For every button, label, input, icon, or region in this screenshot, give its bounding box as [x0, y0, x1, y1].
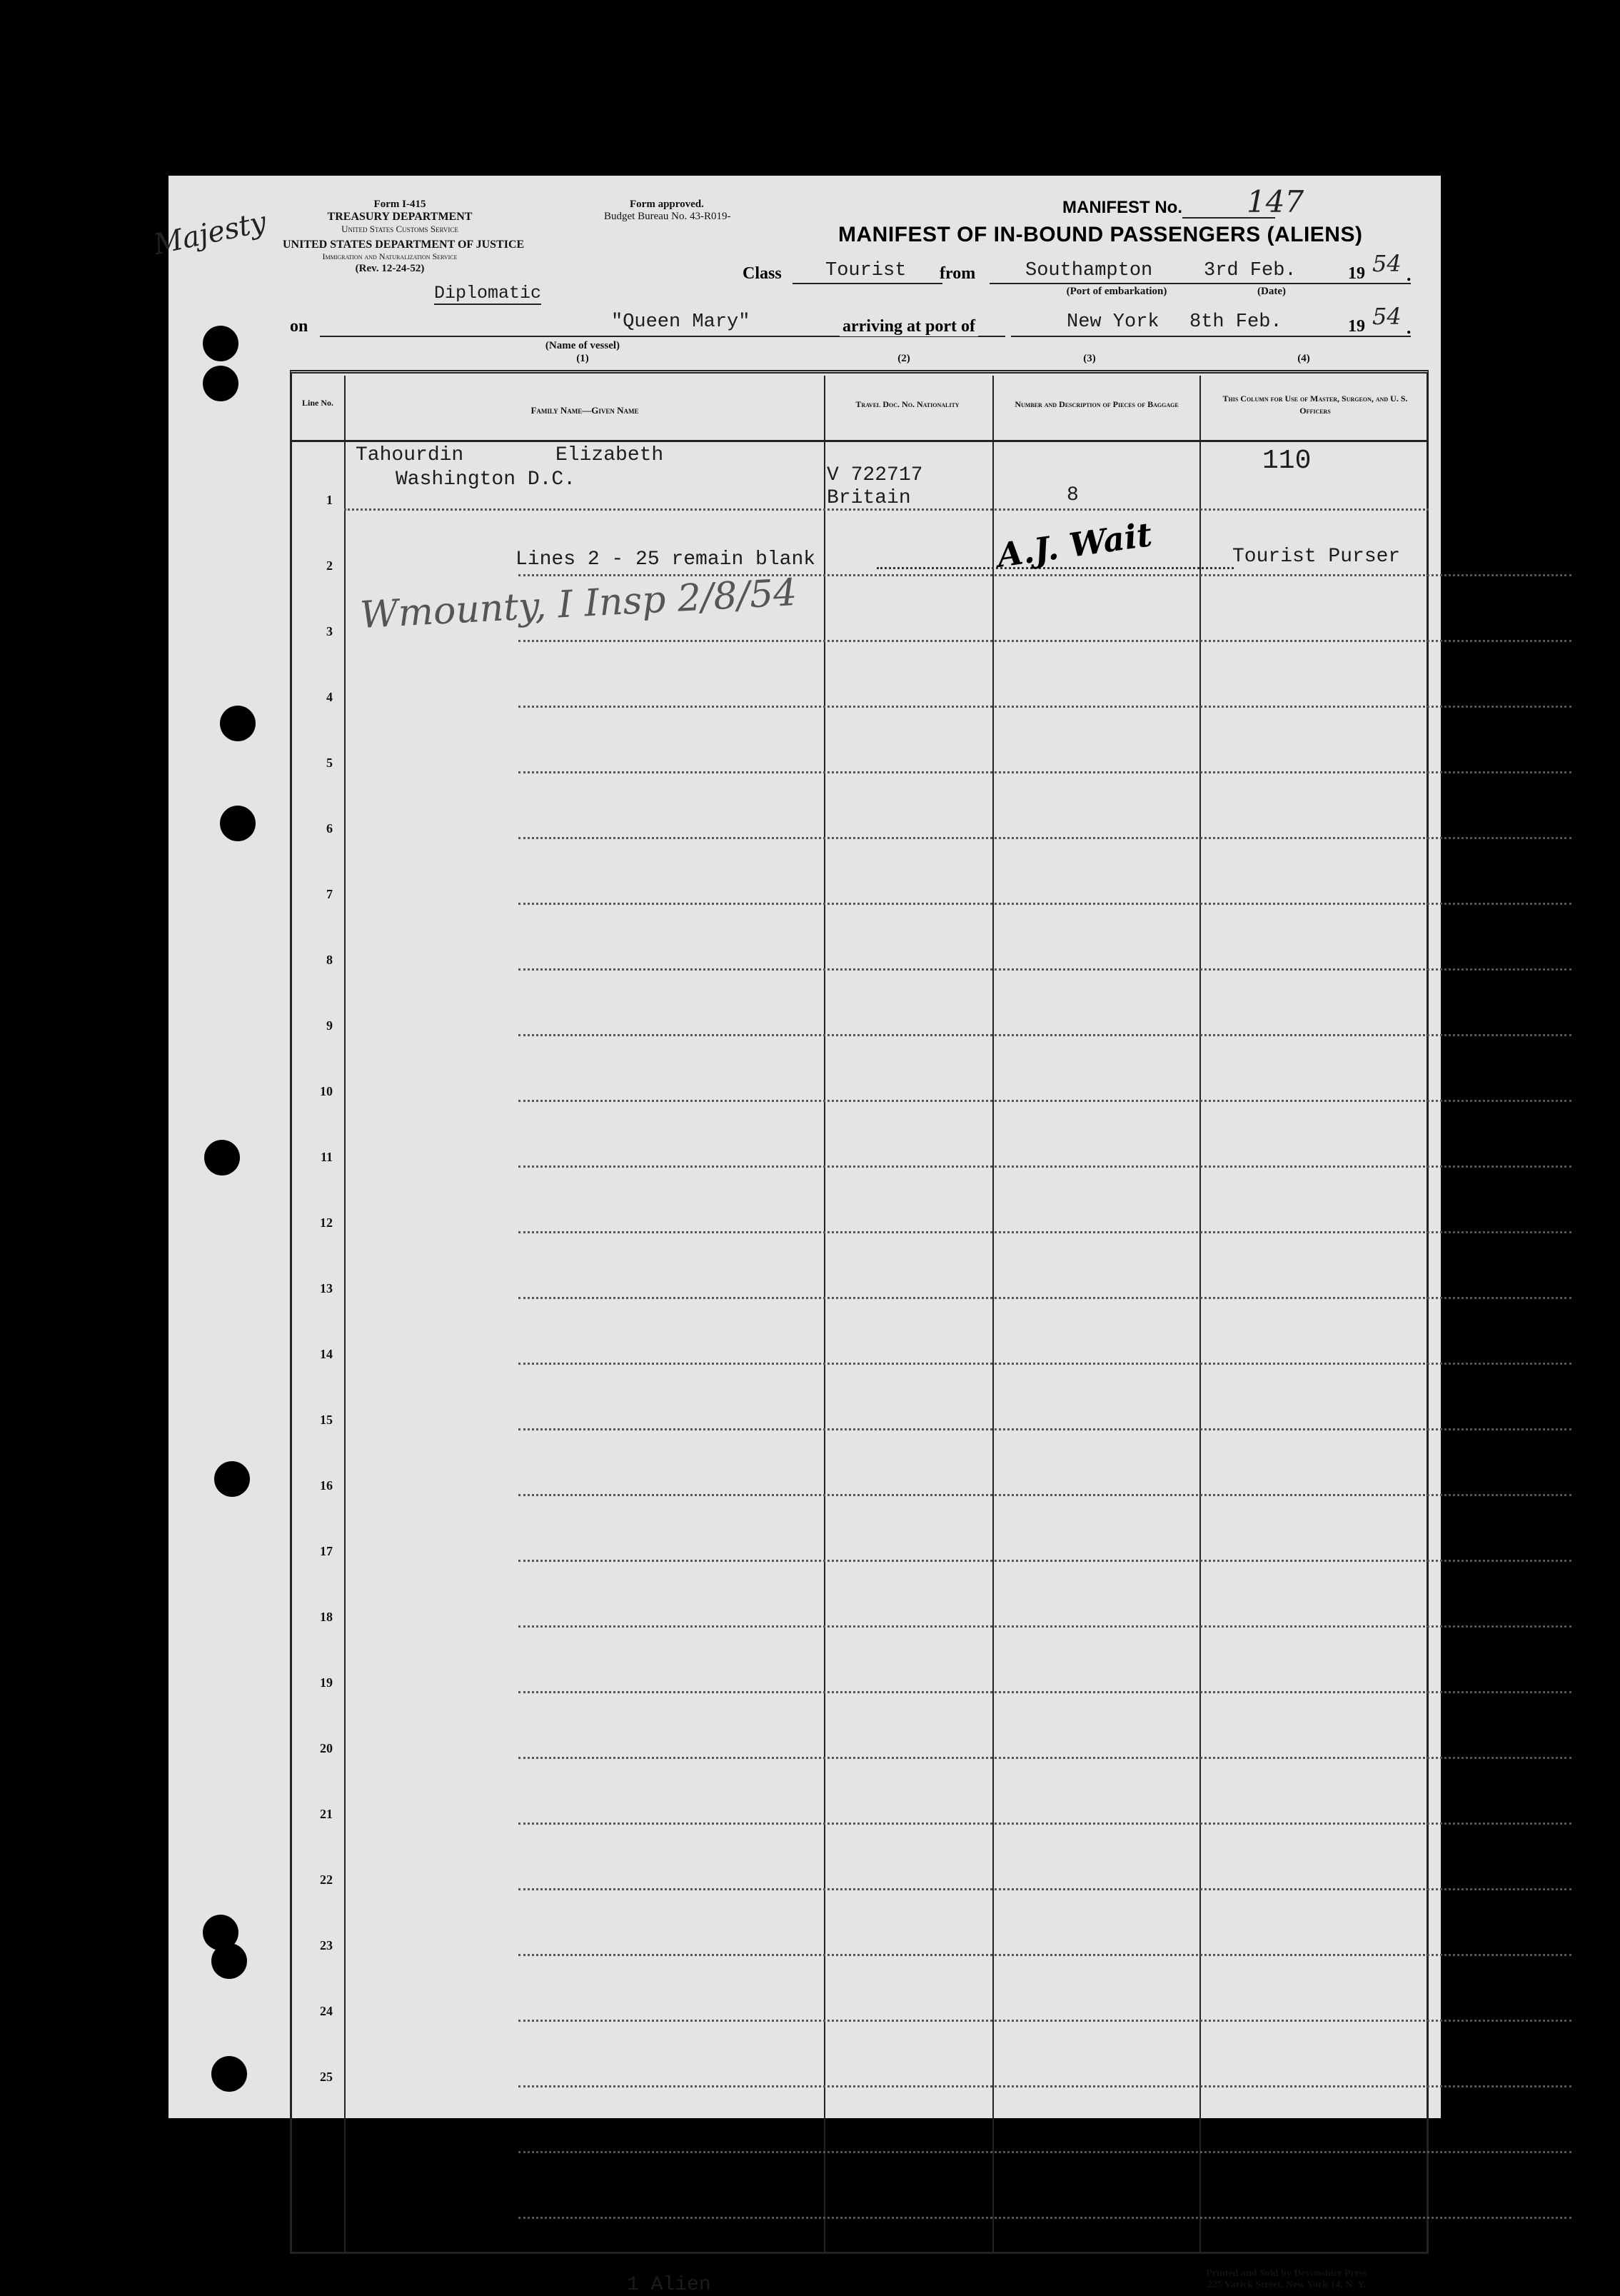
line-number: 1	[326, 493, 333, 507]
line-number: 22	[320, 1873, 333, 1887]
line-number: 25	[320, 2070, 333, 2084]
line-number: 9	[326, 1018, 333, 1033]
punch-hole	[203, 326, 238, 361]
date-caption: (Date)	[1257, 286, 1286, 297]
punch-hole	[203, 366, 238, 401]
line-number: 5	[326, 756, 333, 770]
form-number: Form I-415	[373, 199, 426, 210]
arrival-year: 54	[1372, 303, 1402, 330]
line-number: 15	[320, 1413, 333, 1427]
justice-block	[283, 239, 525, 275]
port-caption: (Port of embarkation)	[1066, 286, 1167, 297]
immigration-label: Immigration and Naturalization Service	[322, 251, 458, 261]
arriving-label: arriving at port of	[840, 317, 978, 336]
line-number: 6	[326, 821, 333, 836]
port-of-embarkation: Southampton	[1025, 260, 1153, 281]
arrival-port: New York	[1067, 311, 1159, 333]
diplomatic-label: Diplomatic	[434, 283, 542, 304]
approval-block	[604, 199, 797, 223]
arrival-date: 8th Feb.	[1189, 311, 1282, 333]
col-2-marker: (2)	[897, 353, 910, 364]
line-number: 4	[326, 690, 333, 704]
nationality: Britain	[827, 487, 911, 509]
treasury-label: TREASURY DEPARTMENT	[327, 211, 473, 223]
line-number: 12	[320, 1215, 333, 1230]
manifest-no-value: 147	[1247, 184, 1304, 219]
line-number: 11	[320, 1150, 333, 1164]
passenger-given-name: Elizabeth	[555, 444, 664, 466]
tourist-purser: Tourist Purser	[1232, 546, 1401, 568]
punch-hole	[220, 806, 256, 841]
officer-number: 110	[1262, 446, 1312, 476]
printer-line-2: 225 Varick Street, New York 14, N. Y.	[1207, 2280, 1367, 2290]
manifest-title: MANIFEST OF IN-BOUND PASSENGERS (ALIENS)	[838, 223, 1363, 246]
corner-note: Majesty	[150, 205, 270, 262]
passenger-family-name: Tahourdin	[356, 444, 464, 466]
justice-label: UNITED STATES DEPARTMENT OF JUSTICE	[283, 239, 525, 251]
line-number: 2	[326, 558, 333, 573]
year-prefix: 19	[1348, 264, 1365, 283]
passenger-address: Washington D.C.	[396, 468, 576, 491]
printer-line-1: Printed and Sold by Devonshire Press	[1206, 2268, 1367, 2279]
embarkation-date: 3rd Feb.	[1204, 260, 1297, 281]
year-value: 54	[1372, 250, 1402, 277]
line-number: 7	[326, 887, 333, 901]
header-line-no: Line No.	[301, 398, 333, 408]
header-baggage: Number and Description of Pieces of Baggage	[1015, 399, 1179, 409]
line-number: 8	[326, 953, 333, 967]
col-4-marker: (4)	[1297, 353, 1310, 364]
line-number: 18	[320, 1610, 333, 1624]
manifest-table	[290, 370, 1429, 2254]
punch-hole	[214, 1461, 250, 1497]
col-3-marker: (3)	[1083, 353, 1096, 364]
header-name: Family Name—Given Name	[530, 405, 639, 416]
header-travel-doc: Travel Doc. No. Nationality	[855, 399, 960, 409]
travel-doc-number: V 722717	[827, 464, 923, 486]
line-number: 3	[326, 624, 333, 638]
printer-credit	[1144, 2268, 1429, 2291]
punch-hole	[220, 706, 256, 741]
line-number: 20	[320, 1741, 333, 1755]
blank-lines-note: Lines 2 - 25 remain blank	[515, 548, 816, 571]
manifest-no-label: MANIFEST No.	[1062, 198, 1182, 217]
form-approved: Form approved.	[630, 199, 704, 210]
on-label: on	[290, 317, 308, 336]
punch-hole	[204, 1140, 240, 1175]
baggage-count: 8	[1067, 484, 1079, 506]
budget-bureau: Budget Bureau No. 43-R019-	[604, 211, 731, 222]
col-1-marker: (1)	[576, 353, 589, 364]
line-number: 14	[320, 1347, 333, 1361]
arrival-year-prefix: 19	[1348, 317, 1365, 336]
vessel-name: "Queen Mary"	[611, 311, 750, 333]
line-number: 24	[320, 2004, 333, 2018]
customs-label: United States Customs Service	[341, 224, 458, 234]
line-number: 23	[320, 1938, 333, 1952]
manifest-page: Majesty Form I-415 TREASURY DEPARTMENT United States Customs Service UNITED STATES DEPARTMENT OF JUSTICE Immigration and Naturalization Service (Rev. 12-24-52) Form approved. Budget Bureau No. 43-R019- Diplomatic MANIFEST No. 147 MANIFEST OF IN-BOUND PASSENGERS (ALIENS) Class Tourist from Southampton 3rd Feb. 19 54 . (Port of embarkation) (Date) on "Queen Mary" arriving at port of New York 8th Feb. 19 54 . (Name of vessel) (1) (2) (3) (4) Line No. Family Name—Given Name Travel Doc. No. Nationality Number and Description of Pieces of Baggage This Column for Use of Master, Surgeon, and U. S. Officers 1 2 3 4 5 6 7 8 9 10 11 12 13 14 15 16 17 18 19 20 21 22 23 24 25 Tahourdin Elizabeth Washington D.C. V 722717 Britain 8 110 Lines 2 - 25 remain blank Tourist Purser A.J. Wait Wmounty, I Insp 2/8/54 1 Alien Printed and Sold by Devonshire Press 225 Varick Street, New York 14, N. Y.	[168, 176, 1441, 2118]
inspector-note: Wmounty, I Insp 2/8/54	[358, 571, 798, 637]
punch-hole	[211, 1943, 247, 1979]
line-number: 19	[320, 1675, 333, 1690]
class-value: Tourist	[825, 260, 907, 281]
line-number: 17	[320, 1544, 333, 1558]
line-number: 13	[320, 1281, 333, 1295]
purser-signature: A.J. Wait	[995, 515, 1154, 575]
header-officers: This Column for Use of Master, Surgeon, and U. S. Officers	[1222, 393, 1408, 416]
line-number: 10	[320, 1084, 333, 1098]
from-label: from	[940, 264, 976, 283]
form-header-block	[286, 199, 514, 235]
class-label: Class	[743, 264, 782, 283]
alien-count: 1 Alien	[627, 2274, 711, 2296]
punch-hole	[211, 2056, 247, 2092]
line-number: 21	[320, 1807, 333, 1821]
line-number: 16	[320, 1478, 333, 1493]
vessel-caption: (Name of vessel)	[545, 340, 620, 351]
revision-label: (Rev. 12-24-52)	[355, 263, 425, 274]
